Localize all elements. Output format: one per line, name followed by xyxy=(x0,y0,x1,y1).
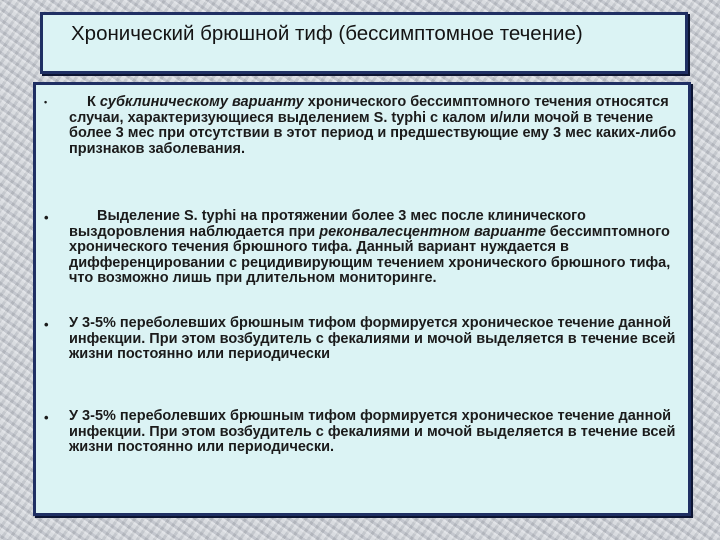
content-box xyxy=(33,82,691,516)
term-reconvalescent: реконвалесцентном варианте xyxy=(319,223,546,240)
paragraph-reconvalescent: Выделение S. typhi на протяжении более 3 мес после клинического выздоровления наблюдается при реконвалесцентном варианте бессимптомного хронического течения брюшного тифа. Данный вариант нуждается в дифференцировании с рецидивирующим течением хронического брюшного тифа, что возможно лишь при длительном мониторинге. xyxy=(69,208,671,286)
slide-title: Хронический брюшной тиф (бессимптомное течение) xyxy=(71,22,583,45)
bullet-1: • xyxy=(44,97,48,107)
paragraph-subclinical: К субклиническому варианту хронического бессимптомного течения относятся случаи, характеризующиеся выделением S. typhi с калом и/или мочой в течение более 3 мес при отсутствии в этот период и предшествующие ему 3 мес каких-либо признаков заболевания. xyxy=(69,94,677,157)
title-box xyxy=(40,12,688,74)
term-subclinical: субклиническому варианту xyxy=(99,94,304,110)
paragraph-chronic-1: У 3-5% переболевших брюшным тифом формируется хроническое течение данной инфекции. При этом возбудитель с фекалиями и мочой выделяется в течение всей жизни постоянно или периодически xyxy=(69,315,676,362)
bullet-3: • xyxy=(44,317,49,332)
bullet-4: • xyxy=(44,410,49,425)
paragraph-chronic-2: У 3-5% переболевших брюшным тифом формируется хроническое течение данной инфекции. При этом возбудитель с фекалиями и мочой выделяется в течение всей жизни постоянно или периодически. xyxy=(69,408,676,455)
bullet-2: • xyxy=(44,210,49,225)
